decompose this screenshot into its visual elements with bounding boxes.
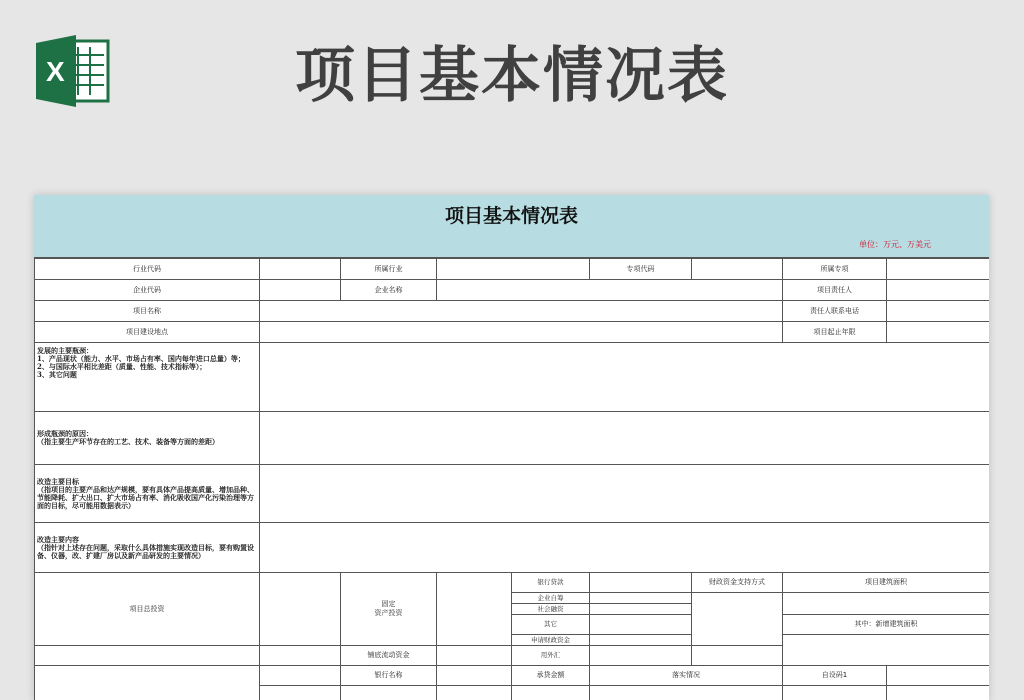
cell-value[interactable] (260, 322, 783, 343)
cell-value[interactable] (260, 412, 990, 465)
cell-label: 行业代码 (35, 259, 260, 280)
cell-value[interactable] (590, 615, 692, 635)
cell-value[interactable] (260, 259, 341, 280)
bank-name-label: 银行名称 (341, 666, 437, 686)
cell-value[interactable] (437, 686, 512, 700)
cell-label: 专项代码 (590, 259, 692, 280)
cell-value[interactable] (437, 280, 783, 301)
cell-label: 项目责任人 (783, 280, 887, 301)
cell-value[interactable] (692, 259, 783, 280)
cell-value[interactable] (590, 604, 692, 615)
section-label-bottleneck: 发展的主要瓶颈： 1、产品现状（能力、水平、市场占有率、国内每年进口总量）等； 2、与国际水平相比差距（质量、性能、技术指标等）； 3、其它问题 (35, 343, 260, 412)
project-info-table (34, 258, 989, 700)
sheet-banner (34, 195, 989, 258)
sheet-title: 项目基本情况表 (444, 205, 578, 227)
cell-value[interactable] (260, 646, 341, 666)
cell-value[interactable] (783, 686, 887, 700)
table-row (35, 301, 990, 322)
table-row (35, 412, 990, 465)
section-label-cause: 形成瓶颈的原因： （指主要生产环节存在的工艺、技术、装备等方面的差距） (35, 412, 260, 465)
cell-value[interactable] (887, 301, 990, 322)
cell-value[interactable] (692, 593, 783, 646)
cell-value[interactable] (887, 259, 990, 280)
cell-value[interactable] (887, 666, 990, 686)
unit-note: 单位：万元、万美元 (859, 240, 931, 249)
investment-total-label: 项目总投资 (35, 573, 260, 646)
cell-value[interactable] (590, 593, 692, 604)
bank-loan-label: 银行贷款 (512, 573, 590, 593)
table-row (35, 259, 990, 280)
implementation-label: 落实情况 (590, 666, 783, 686)
cell-value[interactable] (887, 280, 990, 301)
cell-value[interactable] (341, 686, 437, 700)
page-title: 项目基本情况表 (295, 41, 729, 111)
cell-value[interactable] (35, 646, 260, 666)
cell-label: 企业名称 (341, 280, 437, 301)
cell-value[interactable] (590, 635, 692, 646)
fixed-asset-label: 固定 资产投资 (341, 573, 437, 646)
building-area-label: 项目建筑面积 (783, 573, 990, 593)
cell-value[interactable] (887, 686, 990, 700)
cell-label: 所属行业 (341, 259, 437, 280)
cell-value[interactable] (260, 343, 990, 412)
table-row (35, 465, 990, 523)
self-code-label: 自设码1 (783, 666, 887, 686)
other-label: 其它 (512, 615, 590, 635)
apply-fiscal-label: 申请财政资金 (512, 635, 590, 646)
self-raised-label: 企业自筹 (512, 593, 590, 604)
cell-value[interactable] (260, 573, 341, 646)
cell-value[interactable] (260, 523, 990, 573)
cell-value[interactable] (260, 280, 341, 301)
forex-label: 用外汇 (512, 646, 590, 666)
cell-value[interactable] (512, 686, 590, 700)
cell-label: 企业代码 (35, 280, 260, 301)
table-row (35, 343, 990, 412)
cell-value[interactable] (260, 301, 783, 322)
cell-label: 项目名称 (35, 301, 260, 322)
cell-value[interactable] (437, 573, 512, 646)
cell-value[interactable] (260, 465, 990, 523)
table-row (35, 573, 990, 593)
cell-value[interactable] (590, 686, 783, 700)
table-row (35, 280, 990, 301)
loan-amount-label: 承贷金额 (512, 666, 590, 686)
table-row (35, 666, 990, 686)
cell-value[interactable] (437, 666, 512, 686)
cell-value[interactable] (887, 322, 990, 343)
social-finance-label: 社会融资 (512, 604, 590, 615)
cell-value[interactable] (35, 666, 260, 700)
cell-value[interactable] (590, 573, 692, 593)
cell-value[interactable] (783, 635, 990, 666)
cell-value[interactable] (260, 666, 341, 686)
working-capital-label: 铺底流动资金 (341, 646, 437, 666)
cell-label: 责任人联系电话 (783, 301, 887, 322)
cell-value[interactable] (260, 686, 341, 700)
section-label-target: 改造主要目标 （指项目的主要产品和达产规模，要有具体产品提高质量、增加品种、节能降耗、扩大出口、扩大市场占有率、消化吸收国产化污染治理等方面的目标，尽可能用数据表示） (35, 465, 260, 523)
spreadsheet-sheet (34, 195, 989, 700)
new-area-label: 其中：新增建筑面积 (783, 615, 990, 635)
cell-value[interactable] (692, 646, 783, 666)
cell-value[interactable] (783, 593, 990, 615)
section-label-content: 改造主要内容 （指针对上述存在问题，采取什么具体措施实现改造目标，要有购置设备、仪器，改、扩建厂房以及新产品研发的主要情况） (35, 523, 260, 573)
cell-value[interactable] (437, 646, 512, 666)
excel-logo-letter: X (46, 56, 65, 87)
cell-value[interactable] (590, 646, 692, 666)
cell-label: 所属专项 (783, 259, 887, 280)
cell-label: 项目起止年限 (783, 322, 887, 343)
table-row (35, 523, 990, 573)
fiscal-method-label: 财政资金支持方式 (692, 573, 783, 593)
cell-value[interactable] (437, 259, 590, 280)
cell-label: 项目建设地点 (35, 322, 260, 343)
table-row (35, 322, 990, 343)
